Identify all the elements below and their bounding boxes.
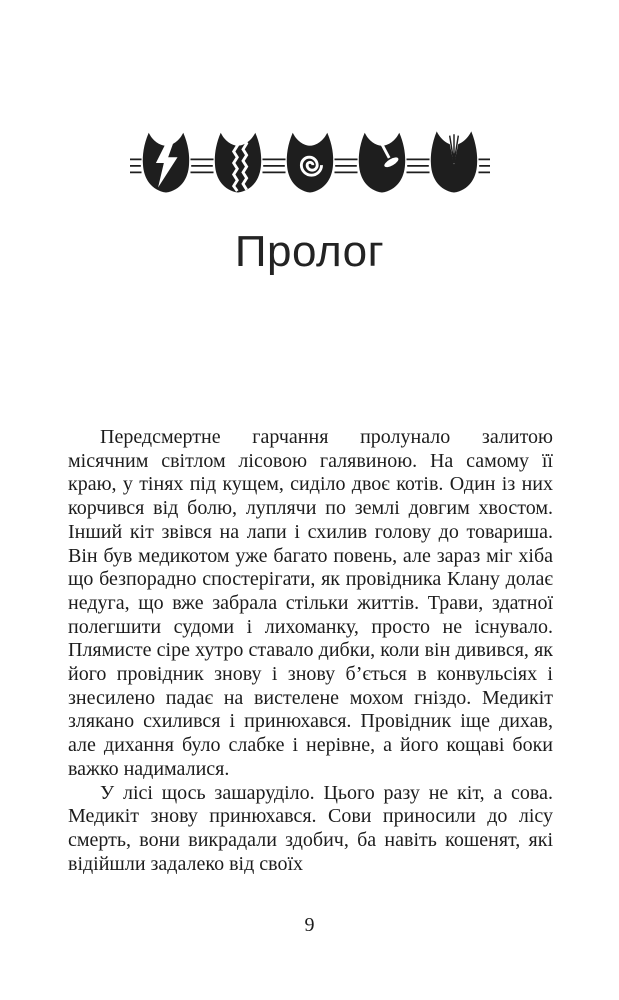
- paragraph: Передсмертне гарчання пролунало залитою місячним світлом лісовою галявиною. На самому її краю, у тінях під кущем, сиділо двоє котів. Один із них корчився від болю, луплячи по землі довгим хвостом. Інший кіт звівся на лапи і схилив голову до товариша. Він був медикотом уже багато повень, але зараз міг хіба що безпорадно спостерігати, як провідника Клану долає недуга, що вже забрала стільки життів. Трави, здатної полегшити судоми і лихоманку, просто не існувало. Плямисте сіре хутро ставало дибки, коли він дивився, як його провідник знову і знову б’ється в конвульсіях і знесилено падає на вистелене мохом гніздо. Медикіт злякано схилився і принюхався. Провідник іще дихав, але дихання було слабке і нерівне, а його кощаві боки важко надималися.: [68, 426, 553, 780]
- cat-head-wind-icon: [418, 127, 490, 199]
- cat-head-river-icon: [202, 127, 274, 199]
- chapter-title: Пролог: [234, 227, 385, 276]
- page-number: 9: [304, 914, 315, 936]
- paragraph: У лісі щось зашаруділо. Цього разу не кіт, а сова. Медикіт знову принюхався. Сови приносили до лісу смерть, вони викрадали здобич, ба навіть кошенят, які відійшли задалеко від своїх: [68, 781, 553, 875]
- cat-head-spiral-icon: [274, 127, 346, 199]
- cat-head-leaf-icon: [346, 127, 418, 199]
- body-text: [68, 426, 553, 876]
- cat-head-lightning-icon: [130, 127, 202, 199]
- clan-cats-ornament: [0, 127, 619, 199]
